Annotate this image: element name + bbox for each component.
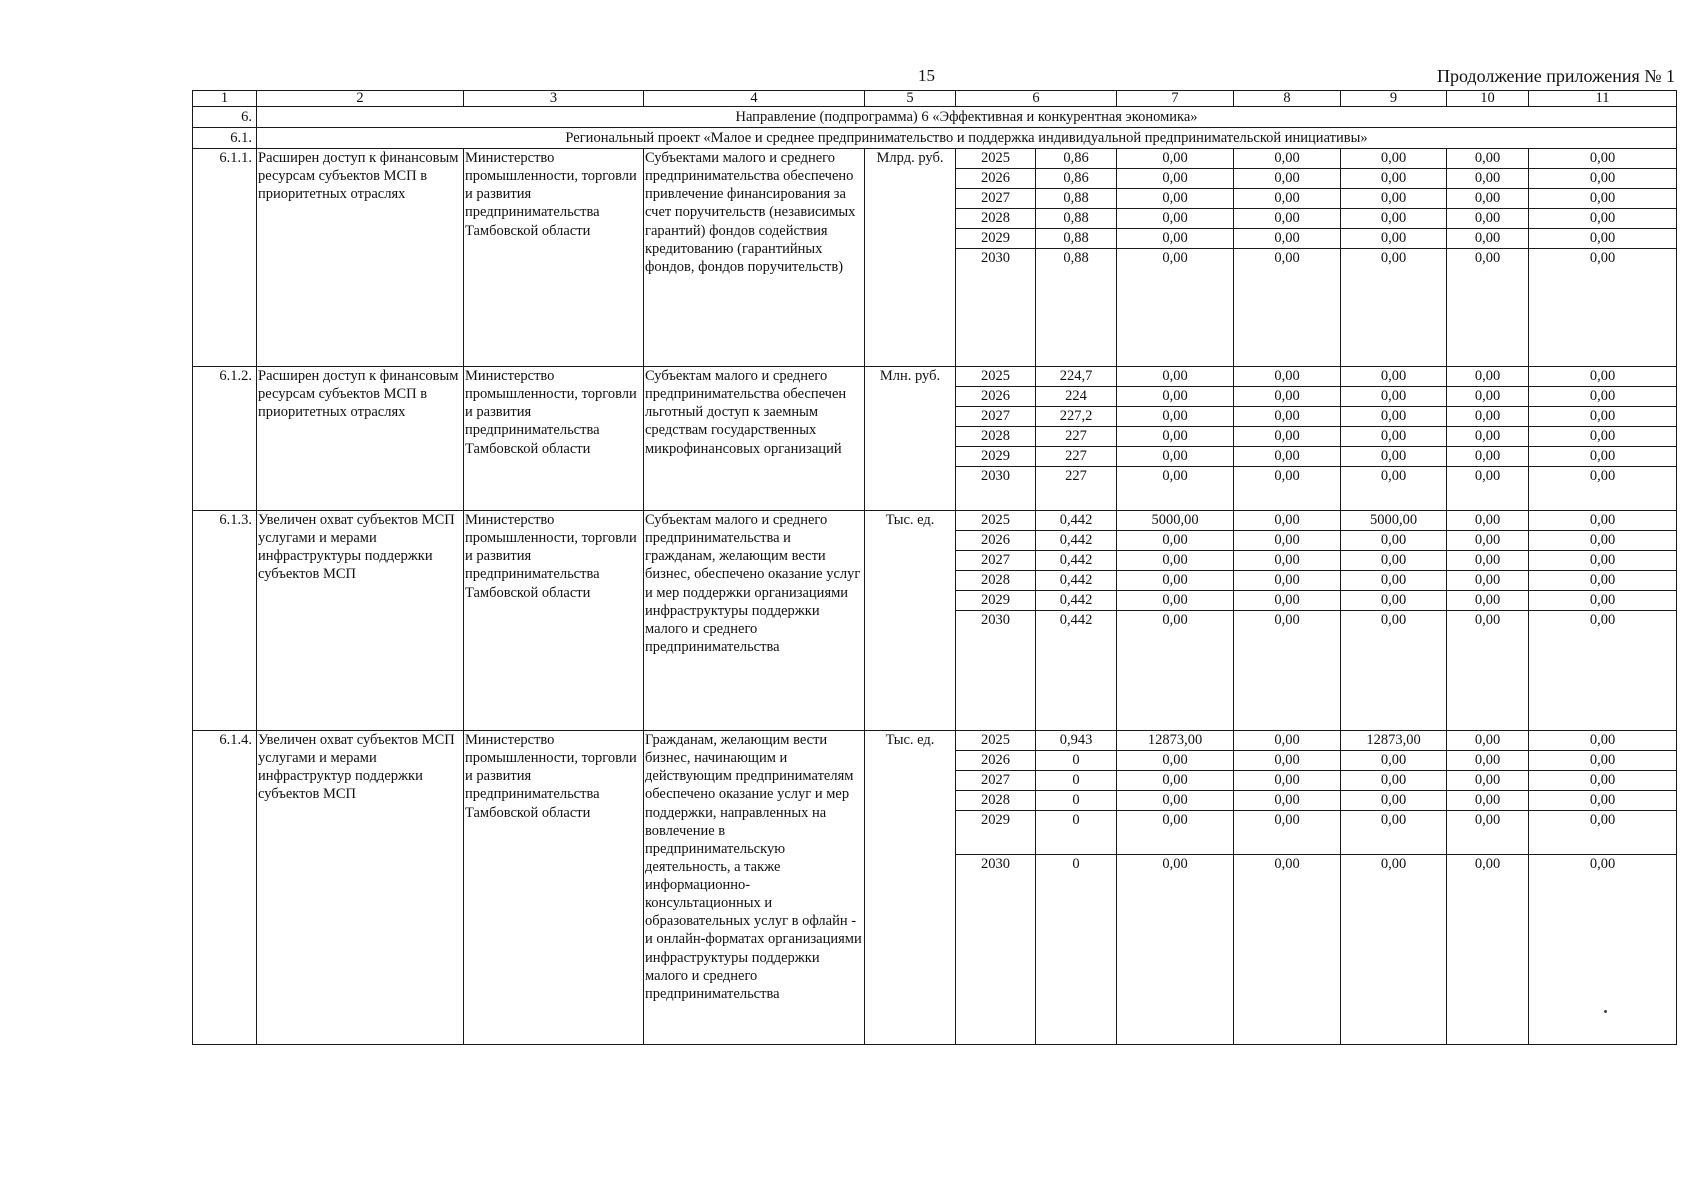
header-cell: 4 xyxy=(644,91,865,107)
subsection-title: Региональный проект «Малое и среднее предпринимательство и поддержка индивидуальной предпринимательской инициативы» xyxy=(257,128,1677,149)
value-cell: 0,00 xyxy=(1234,249,1341,367)
value-cell: 0,00 xyxy=(1447,189,1529,209)
value-cell: 0,00 xyxy=(1117,427,1234,447)
value-cell: 0,442 xyxy=(1036,611,1117,731)
row-number: 6.1.3. xyxy=(193,511,257,731)
value-cell: 0,00 xyxy=(1234,447,1341,467)
value-cell: 0,00 xyxy=(1117,209,1234,229)
year-cell: 2030 xyxy=(956,855,1036,1045)
header-cell: 10 xyxy=(1447,91,1529,107)
year-cell: 2027 xyxy=(956,771,1036,791)
value-cell: 0,00 xyxy=(1529,571,1677,591)
description-cell: Субъектами малого и среднего предпринимательства обеспечено привлечение финансирования за счет поручительств (независимых гарантий) фондов содействия кредитованию (гарантийных фондов, фондов поручительств) xyxy=(644,149,865,367)
value-cell: 227 xyxy=(1036,447,1117,467)
header-cell: 2 xyxy=(257,91,464,107)
year-cell: 2029 xyxy=(956,229,1036,249)
value-cell: 0,00 xyxy=(1117,791,1234,811)
year-cell: 2027 xyxy=(956,551,1036,571)
value-cell: 0,00 xyxy=(1341,531,1447,551)
value-cell: 0,00 xyxy=(1341,229,1447,249)
value-cell: 0,00 xyxy=(1341,447,1447,467)
value-cell: 0,00 xyxy=(1529,791,1677,811)
value-cell: 0,00 xyxy=(1341,751,1447,771)
section-number: 6. xyxy=(193,107,257,128)
result-cell: Увеличен охват субъектов МСП услугами и мерами инфраструктур поддержки субъектов МСП xyxy=(257,731,464,1045)
table-row xyxy=(193,367,1677,387)
value-cell: 0,442 xyxy=(1036,551,1117,571)
executor-cell: Министерство промышленности, торговли и развития предпринимательства Тамбовской области xyxy=(464,731,644,1045)
page-number: 15 xyxy=(918,66,935,85)
value-cell: 224 xyxy=(1036,387,1117,407)
value-cell: 0,442 xyxy=(1036,591,1117,611)
value-cell: 0,00 xyxy=(1341,551,1447,571)
value-cell: 0,943 xyxy=(1036,731,1117,751)
value-cell: 0,00 xyxy=(1234,511,1341,531)
value-cell: 0,00 xyxy=(1234,189,1341,209)
unit-cell: Млн. руб. xyxy=(865,367,956,511)
year-cell: 2028 xyxy=(956,209,1036,229)
value-cell: 0,00 xyxy=(1529,511,1677,531)
row-number: 6.1.2. xyxy=(193,367,257,511)
executor-cell: Министерство промышленности, торговли и развития предпринимательства Тамбовской области xyxy=(464,149,644,367)
value-cell: 0,00 xyxy=(1117,771,1234,791)
subsection-row xyxy=(193,128,1677,149)
value-cell: 0,00 xyxy=(1341,189,1447,209)
scan-speck xyxy=(1604,1010,1607,1013)
value-cell: 0,86 xyxy=(1036,149,1117,169)
value-cell: 0 xyxy=(1036,811,1117,855)
result-cell: Расширен доступ к финансовым ресурсам субъектов МСП в приоритетных отраслях xyxy=(257,367,464,511)
value-cell: 0,00 xyxy=(1447,467,1529,511)
section-title: Направление (подпрограмма) 6 «Эффективная и конкурентная экономика» xyxy=(257,107,1677,128)
value-cell: 0,00 xyxy=(1447,731,1529,751)
value-cell: 0,00 xyxy=(1234,751,1341,771)
value-cell: 0,00 xyxy=(1234,811,1341,855)
year-cell: 2028 xyxy=(956,571,1036,591)
value-cell: 12873,00 xyxy=(1117,731,1234,751)
executor-cell: Министерство промышленности, торговли и развития предпринимательства Тамбовской области xyxy=(464,511,644,731)
value-cell: 0,00 xyxy=(1341,811,1447,855)
value-cell: 0 xyxy=(1036,791,1117,811)
value-cell: 0,442 xyxy=(1036,571,1117,591)
value-cell: 0,00 xyxy=(1117,447,1234,467)
value-cell: 0,00 xyxy=(1341,855,1447,1045)
year-cell: 2028 xyxy=(956,791,1036,811)
value-cell: 0,00 xyxy=(1447,571,1529,591)
value-cell: 0,00 xyxy=(1529,387,1677,407)
value-cell: 0,00 xyxy=(1341,571,1447,591)
value-cell: 5000,00 xyxy=(1341,511,1447,531)
value-cell: 0,00 xyxy=(1117,387,1234,407)
header-cell: 7 xyxy=(1117,91,1234,107)
value-cell: 0,00 xyxy=(1529,149,1677,169)
value-cell: 0,00 xyxy=(1341,387,1447,407)
value-cell: 0,00 xyxy=(1447,611,1529,731)
value-cell: 0,00 xyxy=(1447,771,1529,791)
value-cell: 0,00 xyxy=(1529,551,1677,571)
value-cell: 227 xyxy=(1036,467,1117,511)
value-cell: 12873,00 xyxy=(1341,731,1447,751)
value-cell: 0,88 xyxy=(1036,209,1117,229)
result-cell: Увеличен охват субъектов МСП услугами и мерами инфраструктуры поддержки субъектов МСП xyxy=(257,511,464,731)
unit-cell: Тыс. ед. xyxy=(865,731,956,1045)
value-cell: 0,88 xyxy=(1036,249,1117,367)
value-cell: 0,88 xyxy=(1036,229,1117,249)
header-cell: 11 xyxy=(1529,91,1677,107)
header-cell: 3 xyxy=(464,91,644,107)
continuation-label: Продолжение приложения № 1 xyxy=(1436,66,1675,86)
year-cell: 2025 xyxy=(956,731,1036,751)
value-cell: 0,00 xyxy=(1234,169,1341,189)
value-cell: 227,2 xyxy=(1036,407,1117,427)
result-cell: Расширен доступ к финансовым ресурсам субъектов МСП в приоритетных отраслях xyxy=(257,149,464,367)
value-cell: 0,00 xyxy=(1529,855,1677,1045)
year-cell: 2029 xyxy=(956,591,1036,611)
value-cell: 0,00 xyxy=(1447,591,1529,611)
table-row xyxy=(193,511,1677,531)
value-cell: 0,00 xyxy=(1529,811,1677,855)
program-table xyxy=(192,90,1677,1045)
value-cell: 0,00 xyxy=(1117,407,1234,427)
value-cell: 0,00 xyxy=(1447,367,1529,387)
value-cell: 0,442 xyxy=(1036,511,1117,531)
value-cell: 0,00 xyxy=(1447,209,1529,229)
unit-cell: Млрд. руб. xyxy=(865,149,956,367)
value-cell: 0,00 xyxy=(1529,229,1677,249)
value-cell: 0,00 xyxy=(1529,447,1677,467)
value-cell: 0,00 xyxy=(1117,467,1234,511)
value-cell: 0,00 xyxy=(1234,855,1341,1045)
value-cell: 0,00 xyxy=(1341,611,1447,731)
value-cell: 0,00 xyxy=(1529,751,1677,771)
value-cell: 0,00 xyxy=(1117,591,1234,611)
value-cell: 0 xyxy=(1036,751,1117,771)
value-cell: 0,00 xyxy=(1117,169,1234,189)
year-cell: 2025 xyxy=(956,367,1036,387)
value-cell: 0,00 xyxy=(1234,427,1341,447)
value-cell: 0,00 xyxy=(1117,249,1234,367)
year-cell: 2030 xyxy=(956,611,1036,731)
value-cell: 0,00 xyxy=(1341,791,1447,811)
description-cell: Субъектам малого и среднего предпринимательства и гражданам, желающим вести бизнес, обеспечено оказание услуг и мер поддержки организациями инфраструктуры поддержки малого и среднего предпринимательства xyxy=(644,511,865,731)
value-cell: 0,00 xyxy=(1447,531,1529,551)
value-cell: 0,00 xyxy=(1447,791,1529,811)
value-cell: 0,00 xyxy=(1117,855,1234,1045)
value-cell: 0,00 xyxy=(1529,731,1677,751)
table-row xyxy=(193,149,1677,169)
value-cell: 0,00 xyxy=(1341,169,1447,189)
value-cell: 0,00 xyxy=(1447,407,1529,427)
value-cell: 0,00 xyxy=(1529,427,1677,447)
year-cell: 2026 xyxy=(956,387,1036,407)
value-cell: 0,86 xyxy=(1036,169,1117,189)
year-cell: 2030 xyxy=(956,249,1036,367)
value-cell: 0,00 xyxy=(1529,467,1677,511)
header-cell: 5 xyxy=(865,91,956,107)
value-cell: 0,00 xyxy=(1447,249,1529,367)
value-cell: 0,00 xyxy=(1234,551,1341,571)
value-cell: 0,00 xyxy=(1117,367,1234,387)
description-cell: Субъектам малого и среднего предпринимательства обеспечен льготный доступ к заемным средствам государственных микрофинансовых организаций xyxy=(644,367,865,511)
value-cell: 0,00 xyxy=(1529,531,1677,551)
value-cell: 0,00 xyxy=(1234,209,1341,229)
value-cell: 0,00 xyxy=(1117,229,1234,249)
year-cell: 2027 xyxy=(956,407,1036,427)
header-cell: 9 xyxy=(1341,91,1447,107)
value-cell: 0,00 xyxy=(1447,427,1529,447)
value-cell: 0,00 xyxy=(1341,591,1447,611)
value-cell: 0,00 xyxy=(1234,731,1341,751)
value-cell: 0,00 xyxy=(1447,387,1529,407)
unit-cell: Тыс. ед. xyxy=(865,511,956,731)
value-cell: 0,00 xyxy=(1234,591,1341,611)
value-cell: 0,00 xyxy=(1117,149,1234,169)
value-cell: 0,00 xyxy=(1447,169,1529,189)
value-cell: 0,00 xyxy=(1341,367,1447,387)
value-cell: 0,00 xyxy=(1117,531,1234,551)
value-cell: 0,00 xyxy=(1234,531,1341,551)
section-row xyxy=(193,107,1677,128)
value-cell: 227 xyxy=(1036,427,1117,447)
executor-cell: Министерство промышленности, торговли и развития предпринимательства Тамбовской области xyxy=(464,367,644,511)
value-cell: 0,00 xyxy=(1529,169,1677,189)
table-row xyxy=(193,731,1677,751)
value-cell: 0,00 xyxy=(1447,229,1529,249)
year-cell: 2029 xyxy=(956,447,1036,467)
value-cell: 0,00 xyxy=(1234,467,1341,511)
year-cell: 2028 xyxy=(956,427,1036,447)
value-cell: 0,00 xyxy=(1529,249,1677,367)
value-cell: 0,00 xyxy=(1117,811,1234,855)
row-number: 6.1.4. xyxy=(193,731,257,1045)
value-cell: 0,00 xyxy=(1529,407,1677,427)
value-cell: 0,00 xyxy=(1234,149,1341,169)
value-cell: 224,7 xyxy=(1036,367,1117,387)
year-cell: 2025 xyxy=(956,511,1036,531)
header-cell: 8 xyxy=(1234,91,1341,107)
value-cell: 0,00 xyxy=(1117,611,1234,731)
value-cell: 0,00 xyxy=(1234,407,1341,427)
value-cell: 0,00 xyxy=(1341,771,1447,791)
header-cell: 1 xyxy=(193,91,257,107)
value-cell: 0,00 xyxy=(1447,149,1529,169)
value-cell: 0,00 xyxy=(1234,571,1341,591)
year-cell: 2025 xyxy=(956,149,1036,169)
value-cell: 0,88 xyxy=(1036,189,1117,209)
value-cell: 0,00 xyxy=(1234,229,1341,249)
value-cell: 0,00 xyxy=(1234,771,1341,791)
value-cell: 0,00 xyxy=(1341,467,1447,511)
description-cell: Гражданам, желающим вести бизнес, начинающим и действующим предпринимателям обеспечено оказание услуг и мер поддержки, направленных на вовлечение в предпринимательскую деятельность, а также информационно-консультационных и образовательных услуг в офлайн - и онлайн-форматах организациями инфраструктуры поддержки малого и среднего предпринимательства xyxy=(644,731,865,1045)
subsection-number: 6.1. xyxy=(193,128,257,149)
value-cell: 0,00 xyxy=(1529,771,1677,791)
value-cell: 0,00 xyxy=(1447,811,1529,855)
value-cell: 0,00 xyxy=(1117,751,1234,771)
value-cell: 0,00 xyxy=(1447,855,1529,1045)
value-cell: 0,00 xyxy=(1529,591,1677,611)
value-cell: 0,00 xyxy=(1341,149,1447,169)
value-cell: 0,00 xyxy=(1234,367,1341,387)
value-cell: 5000,00 xyxy=(1117,511,1234,531)
value-cell: 0,00 xyxy=(1341,407,1447,427)
value-cell: 0,00 xyxy=(1447,751,1529,771)
year-cell: 2027 xyxy=(956,189,1036,209)
value-cell: 0,00 xyxy=(1117,571,1234,591)
header-cell: 6 xyxy=(956,91,1117,107)
value-cell: 0,00 xyxy=(1234,387,1341,407)
value-cell: 0,00 xyxy=(1529,209,1677,229)
value-cell: 0,00 xyxy=(1234,611,1341,731)
row-number: 6.1.1. xyxy=(193,149,257,367)
value-cell: 0,00 xyxy=(1447,551,1529,571)
year-cell: 2030 xyxy=(956,467,1036,511)
year-cell: 2026 xyxy=(956,531,1036,551)
year-cell: 2026 xyxy=(956,751,1036,771)
value-cell: 0,00 xyxy=(1341,209,1447,229)
value-cell: 0 xyxy=(1036,855,1117,1045)
value-cell: 0,00 xyxy=(1117,189,1234,209)
value-cell: 0 xyxy=(1036,771,1117,791)
year-cell: 2026 xyxy=(956,169,1036,189)
value-cell: 0,00 xyxy=(1117,551,1234,571)
value-cell: 0,00 xyxy=(1447,447,1529,467)
value-cell: 0,00 xyxy=(1341,249,1447,367)
value-cell: 0,00 xyxy=(1529,189,1677,209)
value-cell: 0,00 xyxy=(1447,511,1529,531)
value-cell: 0,00 xyxy=(1234,791,1341,811)
value-cell: 0,00 xyxy=(1341,427,1447,447)
value-cell: 0,00 xyxy=(1529,367,1677,387)
year-cell: 2029 xyxy=(956,811,1036,855)
header-row xyxy=(193,91,1677,107)
value-cell: 0,00 xyxy=(1529,611,1677,731)
value-cell: 0,442 xyxy=(1036,531,1117,551)
